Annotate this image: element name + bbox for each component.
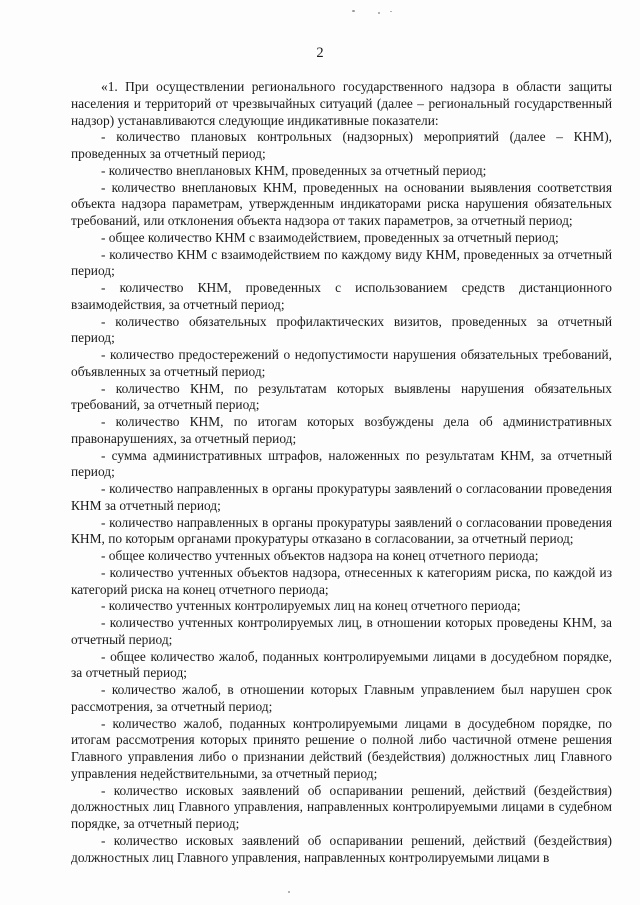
indicator-item: - сумма административных штрафов, наложенных по результатам КНМ, за отчетный период; bbox=[71, 447, 612, 480]
indicator-item: - количество учтенных контролируемых лиц на конец отчетного периода; bbox=[101, 598, 521, 614]
indicator-item: - количество КНМ с взаимодействием по каждому виду КНМ, проведенных за отчетный период; bbox=[71, 246, 612, 279]
page-number: 2 bbox=[316, 45, 324, 61]
indicator-item: - количество исковых заявлений об оспаривании решений, действий (бездействия) должностных лиц Главного управления, направленных контролируемыми лицами в bbox=[71, 832, 612, 865]
document-body bbox=[71, 79, 612, 866]
indicator-item: - общее количество жалоб, поданных контролируемыми лицами в досудебном порядке, за отчетный период; bbox=[71, 648, 612, 681]
indicator-item: - количество КНМ, по результатам которых выявлены нарушения обязательных требований, за отчетный период; bbox=[71, 380, 612, 413]
indicator-item: - количество направленных в органы прокуратуры заявлений о согласовании проведения КНМ, по которым органами прокуратуры отказано в согласовании, за отчетный период; bbox=[71, 514, 612, 547]
scan-speck bbox=[352, 10, 355, 12]
intro-paragraph: «1. При осуществлении регионального государственного надзора в области защиты населения и территорий от чрезвычайных ситуаций (далее – региональный государственный надзор) устанавливаются следующие индикативные показатели: bbox=[71, 79, 612, 128]
indicator-item: - общее количество учтенных объектов надзора на конец отчетного периода; bbox=[101, 548, 539, 563]
indicator-item: - количество плановых контрольных (надзорных) мероприятий (далее – КНМ), проведенных за отчетный период; bbox=[71, 129, 612, 161]
indicator-item: - количество жалоб, поданных контролируемыми лицами в досудебном порядке, по итогам рассмотрения которых принято решение о полной либо частичной отмене решения Главного управления либо о признании действий (бездействия) должностных лиц Главного управления недействительными, за отчетный период; bbox=[71, 715, 612, 781]
indicator-item: - общее количество КНМ с взаимодействием, проведенных за отчетный период; bbox=[101, 229, 559, 245]
indicator-item: - количество внеплановых КНМ, проведенных за отчетный период; bbox=[101, 162, 487, 178]
indicator-item: - количество исковых заявлений об оспаривании решений, действий (бездействия) должностных лиц Главного управления, направленных контролируемыми лицами в судебном порядке, за отчетный период; bbox=[71, 782, 612, 831]
indicator-item: - количество КНМ, проведенных с использованием средств дистанционного взаимодействия, за отчетный период; bbox=[71, 280, 612, 312]
indicator-item: - количество внеплановых КНМ, проведенных на основании выявления соответствия объекта надзора параметрам, утвержденным индикаторами риска нарушения обязательных требований, или отклонения объекта надзора от таких параметров, за отчетный период; bbox=[71, 179, 612, 228]
indicator-item: - количество предостережений о недопустимости нарушения обязательных требований, объявленных за отчетный период; bbox=[71, 347, 612, 379]
indicator-item: - количество учтенных контролируемых лиц, в отношении которых проведены КНМ, за отчетный период; bbox=[71, 615, 612, 647]
scan-speck bbox=[288, 891, 290, 893]
indicator-item: - количество жалоб, в отношении которых Главным управлением был нарушен срок рассмотрения, за отчетный период; bbox=[71, 682, 612, 714]
indicator-item: - количество учтенных объектов надзора, отнесенных к категориям риска, по каждой из категорий риска на конец отчетного периода; bbox=[71, 564, 612, 597]
scan-speck bbox=[378, 12, 380, 14]
indicator-item: - количество КНМ, по итогам которых возбуждены дела об административных правонарушениях, за отчетный период; bbox=[71, 414, 612, 446]
scan-speck bbox=[390, 11, 392, 12]
indicator-item: - количество направленных в органы прокуратуры заявлений о согласовании проведения КНМ за отчетный период; bbox=[71, 481, 612, 513]
indicator-item: - количество обязательных профилактических визитов, проведенных за отчетный период; bbox=[71, 313, 612, 346]
